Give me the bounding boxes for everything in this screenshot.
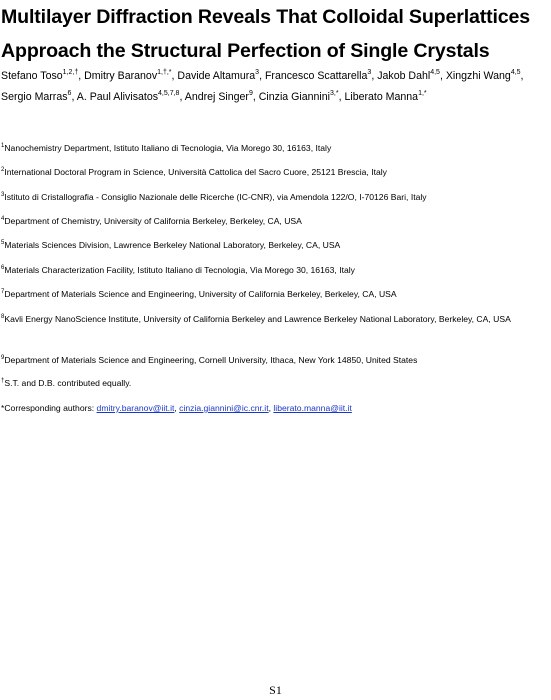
author xyxy=(344,91,426,103)
email-link-baranov[interactable]: dmitry.baranov@iit.it xyxy=(96,403,175,413)
author-name: Cinzia Giannini xyxy=(258,91,330,103)
author-separator: , xyxy=(78,70,85,82)
author-affiliation-marker: 3 xyxy=(255,69,260,76)
author xyxy=(177,70,265,82)
author-name: Davide Altamura xyxy=(177,70,256,82)
author-name: Dmitry Baranov xyxy=(84,70,158,82)
author xyxy=(84,70,177,82)
affiliation-number: 1 xyxy=(1,143,5,149)
affiliation-number: 5 xyxy=(1,240,5,246)
author-affiliation-marker: 4,5 xyxy=(510,69,521,76)
author-name: Sergio Marras xyxy=(1,91,68,103)
affiliation-text: Materials Characterization Facility, Istituto Italiano di Tecnologia, Via Morego 30, 16163, Italy xyxy=(4,265,355,275)
author xyxy=(377,70,446,82)
page-number: S1 xyxy=(269,683,282,697)
corresponding-label: *Corresponding authors: xyxy=(1,403,97,413)
author-affiliation-marker: 1,†,* xyxy=(157,69,172,76)
author-separator: , xyxy=(179,91,185,103)
affiliation-text: Istituto di Cristallografia - Consiglio Nazionale delle Ricerche (IC-CNR), via Amendola 122/O, I-70126 Bari, Italy xyxy=(4,192,427,202)
author-affiliation-marker: 3,* xyxy=(330,90,339,97)
author-affiliation-marker: 6 xyxy=(67,90,72,97)
author-affiliation-marker: 3 xyxy=(367,69,372,76)
author-separator: , xyxy=(171,70,178,82)
affiliation-text: Nanochemistry Department, Istituto Italiano di Tecnologia, Via Morego 30, 16163, Italy xyxy=(4,143,332,153)
equal-contribution-note xyxy=(1,375,549,392)
affiliation-item xyxy=(1,164,549,181)
affiliation-number: 6 xyxy=(1,265,5,271)
affiliation-item xyxy=(1,213,549,230)
author-separator: , xyxy=(252,91,259,103)
author-separator: , xyxy=(439,70,446,82)
affiliation-number: 7 xyxy=(1,289,5,295)
author-list xyxy=(1,66,551,108)
author-name: Francesco Scattarella xyxy=(264,70,368,82)
author-separator: , xyxy=(371,70,378,82)
author-separator: , xyxy=(71,91,77,103)
affiliation-number: 3 xyxy=(1,192,5,198)
author-affiliation-marker: 4,5 xyxy=(430,69,440,76)
corresponding-authors: *Corresponding authors: dmitry.baranov@iit.it, cinzia.giannini@ic.cnr.it, liberato.manna@iit.it xyxy=(1,403,352,413)
author-affiliation-marker: 9 xyxy=(248,90,253,97)
author-name: Andrej Singer xyxy=(184,91,249,103)
author-separator: , xyxy=(520,70,524,82)
affiliation-item xyxy=(1,311,549,328)
author xyxy=(265,70,377,82)
affiliation-item xyxy=(1,262,549,279)
author-name: Jakob Dahl xyxy=(377,70,431,82)
author-affiliation-marker: 1,* xyxy=(418,90,427,97)
email-link-manna[interactable]: liberato.manna@iit.it xyxy=(273,403,352,413)
author-affiliation-marker: 4,5,7,8 xyxy=(158,90,180,97)
affiliation-text: International Doctoral Program in Science, Università Cattolica del Sacro Cuore, 25121 Brescia, Italy xyxy=(4,167,387,177)
affiliation-item xyxy=(1,286,549,303)
email-link-giannini[interactable]: cinzia.giannini@ic.cnr.it xyxy=(179,403,269,413)
author-names xyxy=(1,70,524,103)
affiliation-text: Department of Materials Science and Engineering, Cornell University, Ithaca, New York 14850, United States xyxy=(4,355,418,365)
affiliation-item xyxy=(1,189,549,206)
dagger-mark: † xyxy=(1,378,5,384)
author xyxy=(446,70,524,82)
author xyxy=(77,91,185,103)
author-name: Stefano Toso xyxy=(1,70,63,82)
paper-title: Multilayer Diffraction Reveals That Colloidal Superlattices Approach the Structural Perfection of Single Crystals xyxy=(1,6,531,62)
affiliation-text: Department of Chemistry, University of California Berkeley, Berkeley, CA, USA xyxy=(4,216,302,226)
author xyxy=(1,91,77,103)
author-affiliation-marker: 1,2,† xyxy=(62,69,79,76)
author xyxy=(1,70,84,82)
affiliation-number: 8 xyxy=(1,314,5,320)
affiliation-text: Materials Sciences Division, Lawrence Berkeley National Laboratory, Berkeley, CA, USA xyxy=(4,240,341,250)
author-name: A. Paul Alivisatos xyxy=(76,91,159,103)
affiliation-item xyxy=(1,352,549,369)
author-name: Liberato Manna xyxy=(344,91,419,103)
author-separator: , xyxy=(259,70,265,82)
author-separator: , xyxy=(338,91,345,103)
equal-contribution-text: S.T. and D.B. contributed equally. xyxy=(4,378,132,388)
affiliation-item xyxy=(1,140,549,157)
author xyxy=(259,91,345,103)
affiliation-number: 2 xyxy=(1,167,5,173)
affiliation-item xyxy=(1,237,549,254)
affiliation-text: Kavli Energy NanoScience Institute, University of California Berkeley and Lawrence Berkeley National Laboratory, Berkeley, CA, USA xyxy=(4,314,511,324)
author-name: Xingzhi Wang xyxy=(445,70,511,82)
affiliation-number: 9 xyxy=(1,355,5,361)
affiliation-number: 4 xyxy=(1,216,5,222)
affiliation-text: Department of Materials Science and Engineering, University of California Berkeley, Berkeley, CA, USA xyxy=(4,289,397,299)
author xyxy=(185,91,259,103)
